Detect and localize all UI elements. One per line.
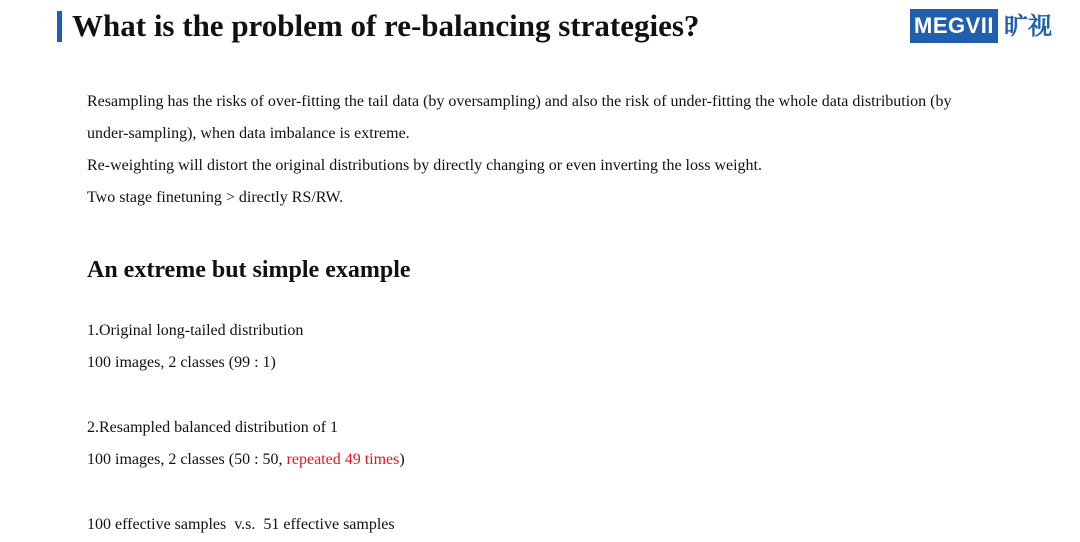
example-item1-detail: 100 images, 2 classes (99 : 1) <box>87 354 276 371</box>
intro-paragraphs <box>87 86 987 214</box>
example-item2-detail <box>87 444 405 476</box>
title-accent-bar <box>57 11 62 42</box>
logo-chinese-text: 旷视 <box>1004 12 1053 40</box>
item2-detail-suffix: ) <box>399 451 405 468</box>
intro-paragraph-resampling: Resampling has the risks of over-fitting the tail data (by oversampling) and also the risk of under-fitting the whole data distribution (by under-sampling), when data imbalance is extreme. <box>87 93 952 142</box>
example-item1-title: 1.Original long-tailed distribution <box>87 322 304 339</box>
logo-wordmark: MEGVII <box>910 9 998 43</box>
intro-paragraph-two-stage: Two stage finetuning > directly RS/RW. <box>87 189 344 206</box>
intro-paragraph-reweighting: Re-weighting will distort the original distributions by directly changing or even inverting the loss weight. <box>87 157 762 174</box>
megvii-logo <box>910 9 1052 43</box>
page-title: What is the problem of re-balancing strategies? <box>72 8 700 43</box>
repeated-highlight: repeated 49 times <box>286 451 400 468</box>
example-item2-title: 2.Resampled balanced distribution of 1 <box>87 419 339 436</box>
item2-detail-prefix: 100 images, 2 classes (50 : 50, <box>87 451 287 468</box>
example-conclusion: 100 effective samples v.s. 51 effective samples <box>87 516 395 533</box>
example-heading: An extreme but simple example <box>87 257 411 283</box>
